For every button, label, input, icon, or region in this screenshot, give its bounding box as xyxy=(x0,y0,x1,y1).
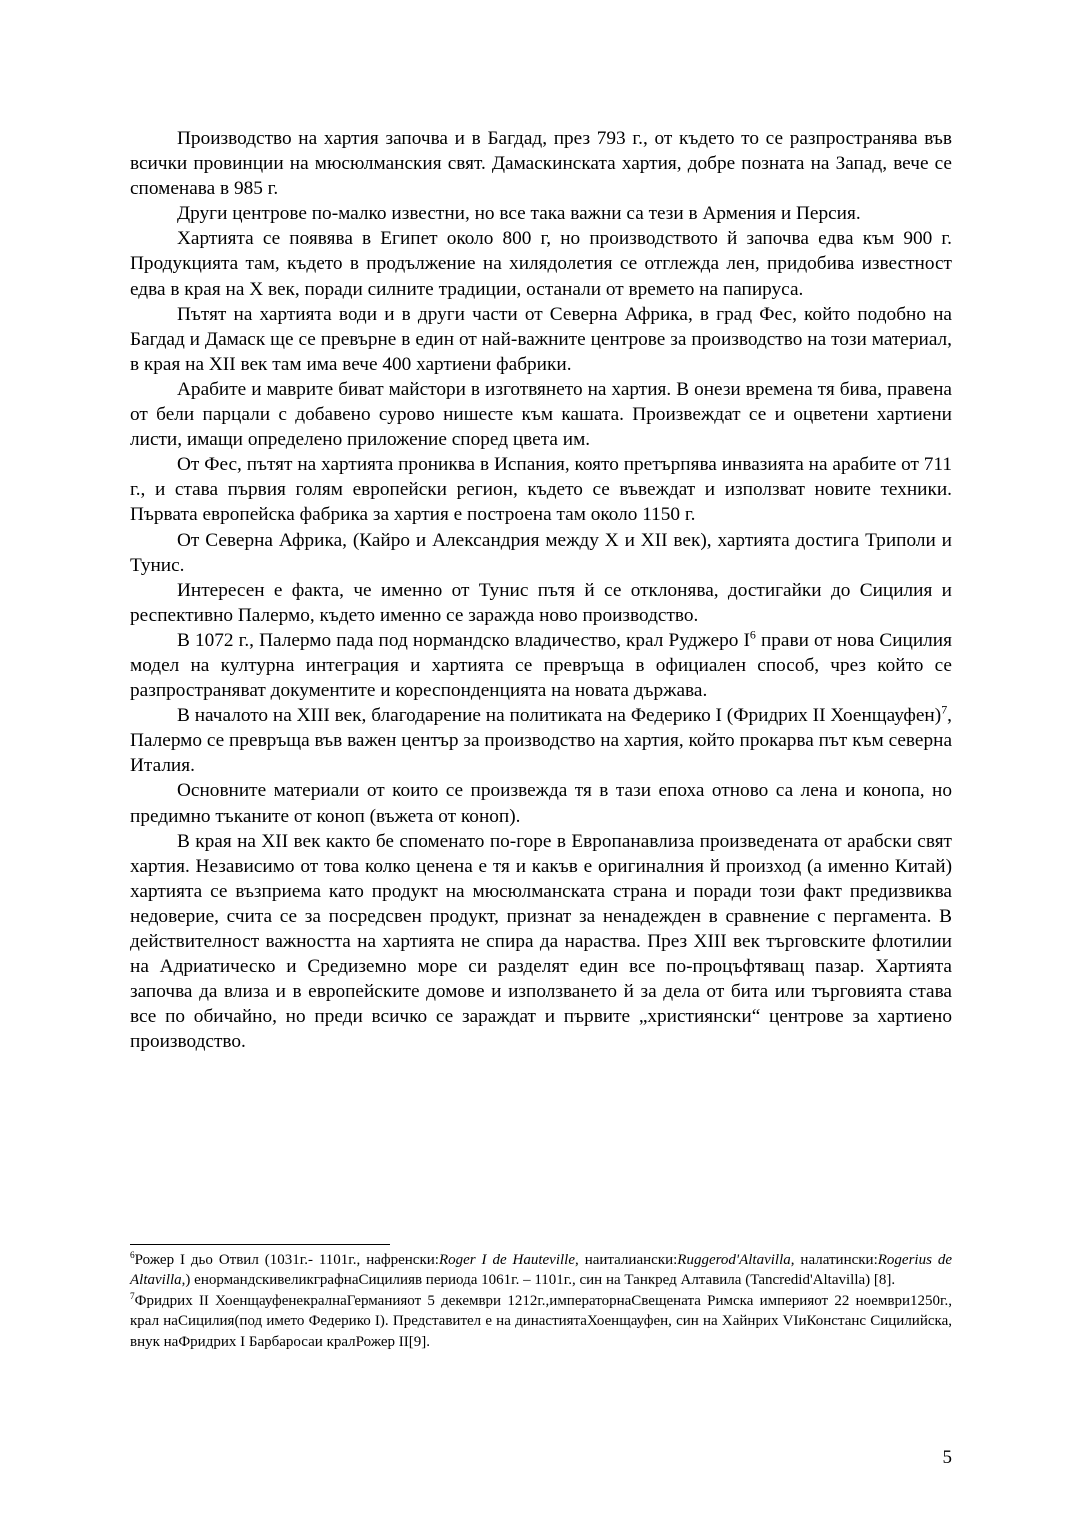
paragraph-fes: Пътят на хартията води и в други части от Северна Африка, в град Фес, който подобно на Багдад и Дамаск ще се превърне в един от най-важните центрове за производство на този материал, в края на ХІІ век там има вече 400 хартиени фабрики. xyxy=(130,303,952,375)
paragraph-ruggero xyxy=(130,628,952,703)
paragraph-federico-text-end: , Палермо се превръща във важен център за производство на хартия, който прокарва път към северна Италия. xyxy=(130,705,952,777)
paragraph-ruggero-text-start: В 1072 г., Палермо пада под нормандско владичество, крал Руджеро I xyxy=(177,629,750,651)
footnote-ref-7[interactable]: 7 xyxy=(941,702,948,717)
paragraph-spain: От Фес, пътят на хартията прониква в Испания, която претърпява инвазията на арабите от 711 г., и става първия голям европейски регион, където се въвеждат и използват новите техники. Първата европейска фабрика за хартия е построена там около 1150 г. xyxy=(130,454,952,526)
footnote-6-text-4: ,) енормандскивеликграфнаСицилияв периода 1061г. – 1101г., син на Танкред Алтавила (Tancredid'Altavilla) [8]. xyxy=(181,1272,896,1289)
footnote-ref-6[interactable]: 6 xyxy=(749,627,756,642)
paragraph-materials: Основните материали от които се произвежда тя в тази епоха отново са лена и конопа, но предимно тъканите от коноп (въжета от коноп). xyxy=(130,780,952,827)
footnote-6-text-2: , наиталиански: xyxy=(575,1252,678,1268)
paragraph-baghdad: Производство на хартия започва и в Багдад, през 793 г., от където то се разпространява във всички провинции на мюсюлманския свят. Дамаскинската хартия, добре позната на Запад, вече се споменава в 985 г. xyxy=(130,128,952,200)
paragraph-armenia-persia: Други центрове по-малко известни, но все така важни са тези в Армения и Персия. xyxy=(177,203,861,225)
footnote-7-text: Фридрих II ХоенщауфенекралнаГерманияот 5 декември 1212г.,императорнаСвещената Римска империяот 22 ноември1250г., крал наСицилия(под името Федерико I). Представител е на династиятаХоенщауфен, син на Хайнрих VIиКонстанс Сицилийска, внук наФридрих I Барбаросаи кралРожер II[9]. xyxy=(130,1292,952,1350)
footnote-mark-7: 7 xyxy=(130,1291,135,1302)
footnote-6-french-name: Roger I de Hauteville xyxy=(438,1252,576,1268)
footnote-divider xyxy=(130,1244,390,1245)
paragraph-arabs-moors: Арабите и маврите биват майстори в изготвянето на хартия. В онези времена тя бива, правена от бели парцали с добавено сурово нишесте към кашата. Произвеждат се и оцветени хартиени листи, имащи определено приложение според цвета им. xyxy=(130,378,952,451)
paragraph-ruggero-text-end: прави от нова Сицилия модел на културна интеграция и хартията се превръща в официален способ, чрез който се разпространяват документите и кореспонденцията на новата държава. xyxy=(130,629,952,702)
footnote-7 xyxy=(130,1291,952,1352)
paragraph-federico-text-start: В началото на ХІІІ век, благодарение на политиката на Федерико I (Фридрих II Хоенщауфен) xyxy=(177,705,942,727)
footnotes xyxy=(130,1250,952,1352)
page-number: 5 xyxy=(942,1447,952,1468)
paragraph-federico xyxy=(130,703,952,778)
paragraph-tunis: Интересен е факта, че именно от Тунис пътя й се отклонява, достигайки до Сицилия и респективно Палермо, където именно се заражда ново производство. xyxy=(130,579,952,626)
paragraph-north-africa: От Северна Африка, (Кайро и Александрия между Х и ХІІ век), хартията достига Триполи и Тунис. xyxy=(130,529,952,576)
footnote-mark-6: 6 xyxy=(130,1251,135,1261)
footnote-6 xyxy=(130,1250,952,1291)
paragraph-egypt: Хартията се появява в Египет около 800 г, но производството й започва едва към 900 г. Продукцията там, където в продължение на хилядолетия се отглежда лен, придобива известност едва в края на Х век, поради силните традиции, останали от времето на папируса. xyxy=(130,228,952,300)
footnote-6-italian-name: Ruggerod'Altavilla xyxy=(677,1252,791,1268)
body-text xyxy=(130,126,952,1054)
footnote-6-text-1: Рожер I дьо Отвил (1031г.- 1101г., нафренски: xyxy=(134,1252,439,1268)
paragraph-europe: В края на ХІІ век както бе споменато по-горе в Европанавлиза произведената от арабски свят хартия. Независимо от това колко ценена е тя и какъв е оригиналния й произход (а именно Китай) хартията се възприема като продукт на мюсюлманската страна и поради този факт предизвиква недоверие, счита се за посредсвен продукт, признат за ненадежден в сравнение с пергамента. В действителност важността на хартията не спира да нараства. През ХІІІ век търговските флотилии на Адриатическо и Средиземно море си разделят един все по-процъфтяващ пазар. Хартията започва да влиза и в европейските домове и използването й за дела от бита или търговията става все по обичайно, но преди всичко се зараждат и първите „християнски“ центрове за хартиено производство. xyxy=(130,830,952,1053)
footnote-6-latin-name: Rogerius de Altavilla xyxy=(130,1252,952,1289)
document-page xyxy=(130,126,952,1054)
footnote-6-text-3: , налатински: xyxy=(790,1252,878,1268)
